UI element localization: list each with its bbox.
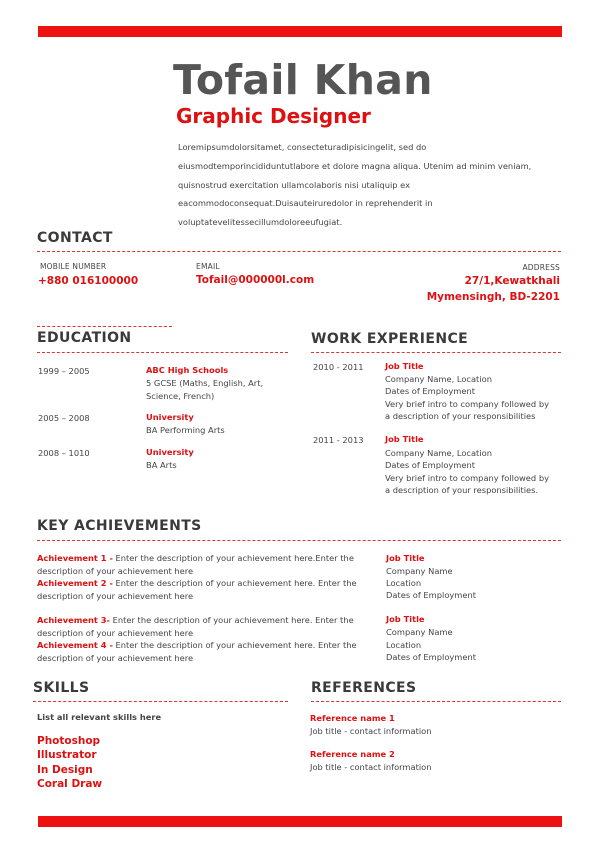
education-school: University <box>146 412 194 422</box>
skill-item: Photoshop <box>37 735 101 747</box>
achievement-text: description of your achievement here <box>37 565 194 576</box>
work-years: 2010 - 2011 <box>313 362 364 372</box>
contact-divider <box>37 251 561 252</box>
achievement-item <box>37 639 357 664</box>
achievement-label: Achievement 3- <box>37 615 111 625</box>
top-accent-bar <box>38 26 562 37</box>
candidate-name: Tofail Khan <box>173 56 433 104</box>
education-years: 2005 – 2008 <box>38 413 90 423</box>
work-line: Very brief intro to company followed by <box>385 473 549 483</box>
contact-heading: CONTACT <box>37 230 113 246</box>
achievement-job-line: Company Name <box>386 627 453 637</box>
achievements-heading: KEY ACHIEVEMENTS <box>37 518 202 534</box>
work-line: Company Name, Location <box>385 448 492 458</box>
reference-info: Job title - contact information <box>310 726 432 736</box>
work-divider <box>311 352 561 353</box>
education-school: University <box>146 447 194 457</box>
achievement-job-title: Job Title <box>386 553 425 563</box>
education-divider <box>37 352 288 353</box>
skills-divider <box>33 701 288 702</box>
achievement-item <box>37 552 357 577</box>
education-years: 1999 – 2005 <box>38 366 90 376</box>
work-years: 2011 - 2013 <box>313 435 364 445</box>
reference-info: Job title - contact information <box>310 762 432 772</box>
intro-paragraph <box>178 138 558 232</box>
education-detail: BA Performing Arts <box>146 425 225 435</box>
work-line: Very brief intro to company followed by <box>385 399 549 409</box>
achievement-job-line: Company Name <box>386 566 453 576</box>
education-detail: 5 GCSE (Maths, English, Art, <box>146 378 264 388</box>
achievement-label: Achievement 2 - <box>37 578 113 588</box>
achievement-text: description of your achievement here <box>37 627 194 638</box>
intro-line: eacommodoconsequat.Duisauteiruredolor in reprehenderit in <box>178 198 433 209</box>
skill-item: Illustrator <box>37 749 97 761</box>
achievement-text: Enter the description of your achievement here. Enter the <box>110 615 354 625</box>
achievement-job-line: Location <box>386 578 422 588</box>
skills-heading: SKILLS <box>33 680 90 696</box>
work-line: a description of your responsibilities. <box>385 485 539 495</box>
achievement-job-line: Dates of Employment <box>386 590 477 600</box>
mobile-label: MOBILE NUMBER <box>40 262 107 271</box>
achievement-label: Achievement 1 - <box>37 553 113 563</box>
achievement-job-line: Location <box>386 640 422 650</box>
work-line: Dates of Employment <box>385 460 476 470</box>
achievement-text: Enter the description of your achievement here.Enter the <box>112 553 354 563</box>
education-detail: BA Arts <box>146 460 177 470</box>
work-job-title: Job Title <box>385 361 424 371</box>
achievement-text: description of your achievement here <box>37 652 194 663</box>
intro-line: eiusmodtemporincididuntutlabore et dolore magna aliqua. Utenim ad minim veniam, <box>178 160 532 171</box>
work-job-title: Job Title <box>385 434 424 444</box>
achievement-job-line: Dates of Employment <box>386 652 477 662</box>
education-heading: EDUCATION <box>37 330 132 346</box>
reference-name: Reference name 1 <box>310 713 395 723</box>
address-line-2: Mymensingh, BD-2201 <box>426 291 560 303</box>
achievement-job-title: Job Title <box>386 614 425 624</box>
skills-intro: List all relevant skills here <box>37 712 162 722</box>
work-heading: WORK EXPERIENCE <box>311 331 469 347</box>
address-label: ADDRESS <box>522 263 560 272</box>
work-line: Dates of Employment <box>385 386 476 396</box>
mobile-value: +880 016100000 <box>38 275 139 287</box>
work-line: a description of your responsibilities <box>385 411 536 421</box>
achievements-divider <box>37 540 561 541</box>
education-school: ABC High Schools <box>146 365 229 375</box>
education-years: 2008 – 1010 <box>38 448 90 458</box>
bottom-accent-bar <box>38 816 562 827</box>
achievement-label: Achievement 4 - <box>37 640 113 650</box>
work-line: Company Name, Location <box>385 374 492 384</box>
address-line-1: 27/1,Kewatkhali <box>464 275 560 287</box>
intro-line: voluptatevelitessecillumdoloreeufugiat. <box>178 217 343 228</box>
intro-line: Loremipsumdolorsitamet, consecteturadipisicingelit, sed do <box>178 142 427 152</box>
skill-item: Coral Draw <box>37 778 103 790</box>
education-detail: Science, French) <box>146 391 215 401</box>
intro-line: quisnostrud exercitation ullamcolaboris nisi utaliquip ex <box>178 179 411 190</box>
skill-item: In Design <box>37 764 93 776</box>
email-value: Tofail@000000l.com <box>196 274 315 286</box>
achievement-text: Enter the description of your achievement here. Enter the <box>112 640 357 650</box>
achievement-item <box>37 614 357 639</box>
achievement-text: description of your achievement here <box>37 590 194 601</box>
references-heading: REFERENCES <box>311 680 417 696</box>
education-top-divider <box>37 326 172 327</box>
candidate-role: Graphic Designer <box>176 104 371 128</box>
references-divider <box>311 701 561 702</box>
reference-name: Reference name 2 <box>310 749 395 759</box>
email-label: EMAIL <box>196 262 220 271</box>
achievement-text: Enter the description of your achievement here. Enter the <box>112 578 357 588</box>
achievement-item <box>37 577 357 602</box>
